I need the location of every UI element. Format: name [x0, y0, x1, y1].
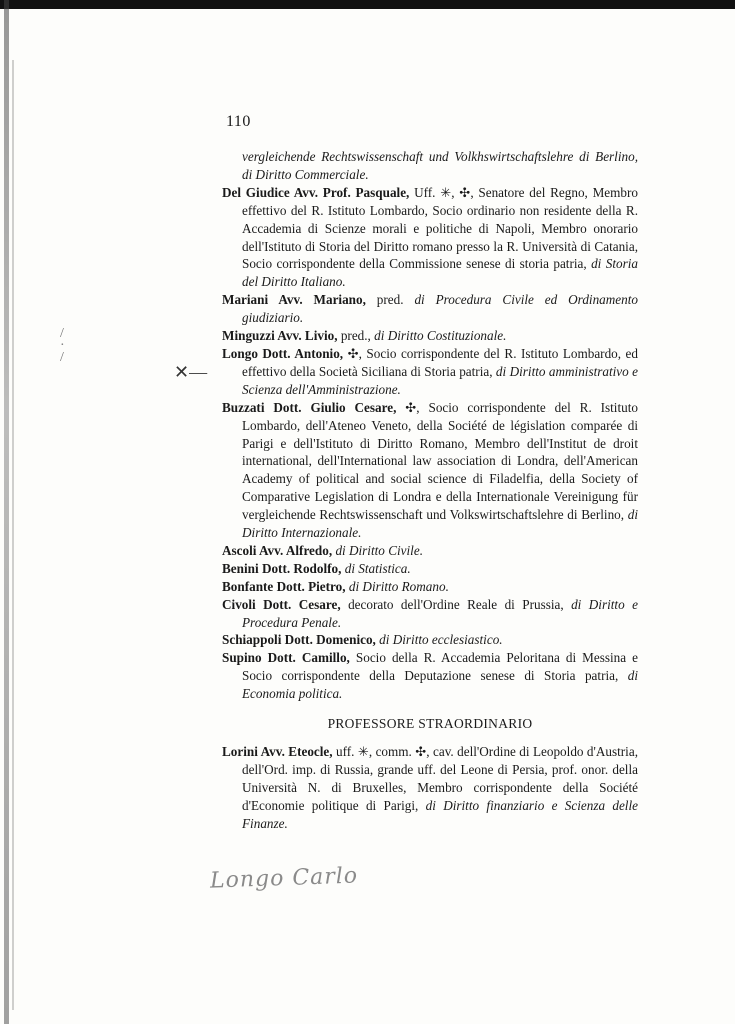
scan-border-left-line	[12, 60, 14, 1010]
professor-name: Benini Dott. Rodolfo,	[222, 560, 342, 576]
professor-name: Mariani Avv. Mariano,	[222, 292, 366, 308]
professor-name: Ascoli Avv. Alfredo,	[222, 542, 333, 558]
extraordinary-professors-list	[222, 743, 638, 833]
professor-titles: pred.	[365, 292, 404, 308]
margin-pencil-marks: / · /	[60, 326, 65, 365]
professor-titles: pred.,	[337, 328, 371, 344]
professor-name: Minguzzi Avv. Livio,	[222, 328, 338, 344]
faculty-entry	[222, 649, 638, 703]
professor-titles: uff. ✳, comm. ✣, cav. dell'Ordine di Leopoldo d'Austria, dell'Ord. imp. di Russia, grande uff. del Leone di Persia, prof. onor. della Università N. di Bruxelles, Membro corrispondente della Société d'Economie politique di Parigi,	[242, 744, 638, 813]
professor-name: Buzzati Dott. Giulio Cesare,	[222, 399, 397, 415]
professor-name: Bonfante Dott. Pietro,	[222, 578, 346, 594]
professor-titles: Uff. ✳, ✣, Senatore del Regno, Membro effettivo del R. Istituto Lombardo, Socio ordinario non residente della R. Accademia di Scienze morali e politiche di Napoli, Membro onorario dell'Istituto di Storia del Diritto romano presso la R. Università di Catania, Socio corrispondente della Commissione senese di storia patria,	[242, 184, 638, 272]
faculty-entry	[222, 327, 638, 345]
professor-chair: di Economia politica.	[242, 668, 638, 702]
professor-name: Del Giudice Avv. Prof. Pasquale,	[222, 184, 410, 200]
faculty-entry	[222, 560, 638, 578]
handwritten-arrow-mark: ✕—	[174, 362, 208, 382]
professor-name: Longo Dott. Antonio,	[222, 345, 344, 361]
faculty-entry	[222, 345, 638, 399]
professor-chair: di Diritto Costituzionale.	[370, 328, 507, 344]
professor-chair: di Diritto ecclesiastico.	[375, 632, 503, 648]
professor-titles: Socio della R. Accademia Peloritana di Messina e Socio corrispondente della Deputazione senese di Storia patria,	[242, 650, 639, 684]
scan-border-left	[4, 0, 9, 1024]
professor-chair: di Procedura Civile ed Ordinamento giudiziario.	[242, 292, 638, 326]
scan-border-top	[0, 0, 735, 9]
professor-chair: di Statistica.	[341, 560, 411, 576]
professor-chair: di Diritto Civile.	[332, 542, 423, 558]
professor-titles: ✣, Socio corrispondente del R. Istituto Lombardo, ed effettivo della Società Siciliana di Storia patria,	[242, 345, 638, 379]
professor-chair: di Diritto finanziario e Scienza delle Finanze.	[242, 797, 638, 831]
professor-name: Schiappoli Dott. Domenico,	[222, 632, 376, 648]
professor-chair: di Diritto amministrativo e Scienza dell'Amministrazione.	[242, 363, 639, 397]
faculty-entry	[222, 743, 638, 833]
professor-titles: ✣, Socio corrispondente del R. Istituto Lombardo, dell'Ateneo Veneto, della Société de législation comparée di Parigi e dell'Istituto di Diritto Romano, Membro dell'Institut de droit international, dell'International law association di Londra, dell'American Academy of political and social science di Filadelfia, della Society of Comparative Legislation di Londra e della Internationale Vereinigung für vergleichende Rechtswissenschaft und Volkswirtschaftslehre di Berlino,	[242, 399, 638, 523]
faculty-entry	[222, 596, 638, 632]
faculty-entry	[222, 578, 638, 596]
ordinary-professors-list	[222, 148, 638, 703]
faculty-entry	[222, 184, 638, 291]
section-heading: PROFESSORE STRAORDINARIO	[327, 716, 533, 732]
handwritten-note: Longo Carlo	[209, 863, 359, 894]
professor-name: Lorini Avv. Eteocle,	[222, 744, 333, 759]
professor-name: Supino Dott. Camillo,	[222, 650, 350, 666]
faculty-entry	[222, 148, 638, 184]
professor-titles: decorato dell'Ordine Reale di Prussia,	[340, 596, 564, 612]
professor-chair: di Storia del Diritto Italiano.	[242, 256, 638, 290]
professor-chair: di Diritto e Procedura Penale.	[242, 596, 638, 630]
professor-chair: di Diritto Internazionale.	[242, 507, 638, 541]
professor-name: Civoli Dott. Cesare,	[222, 596, 341, 612]
faculty-entry	[222, 542, 638, 560]
faculty-entry	[222, 631, 638, 649]
faculty-entry	[222, 399, 638, 542]
faculty-list	[222, 148, 638, 833]
page-number: 110	[226, 113, 251, 130]
faculty-entry	[222, 291, 638, 327]
professor-chair: di Diritto Romano.	[345, 578, 449, 594]
professor-chair: vergleichende Rechtswissenschaft und Volkhswirtschaftslehre di Berlino, di Diritto Commerciale.	[242, 149, 638, 182]
